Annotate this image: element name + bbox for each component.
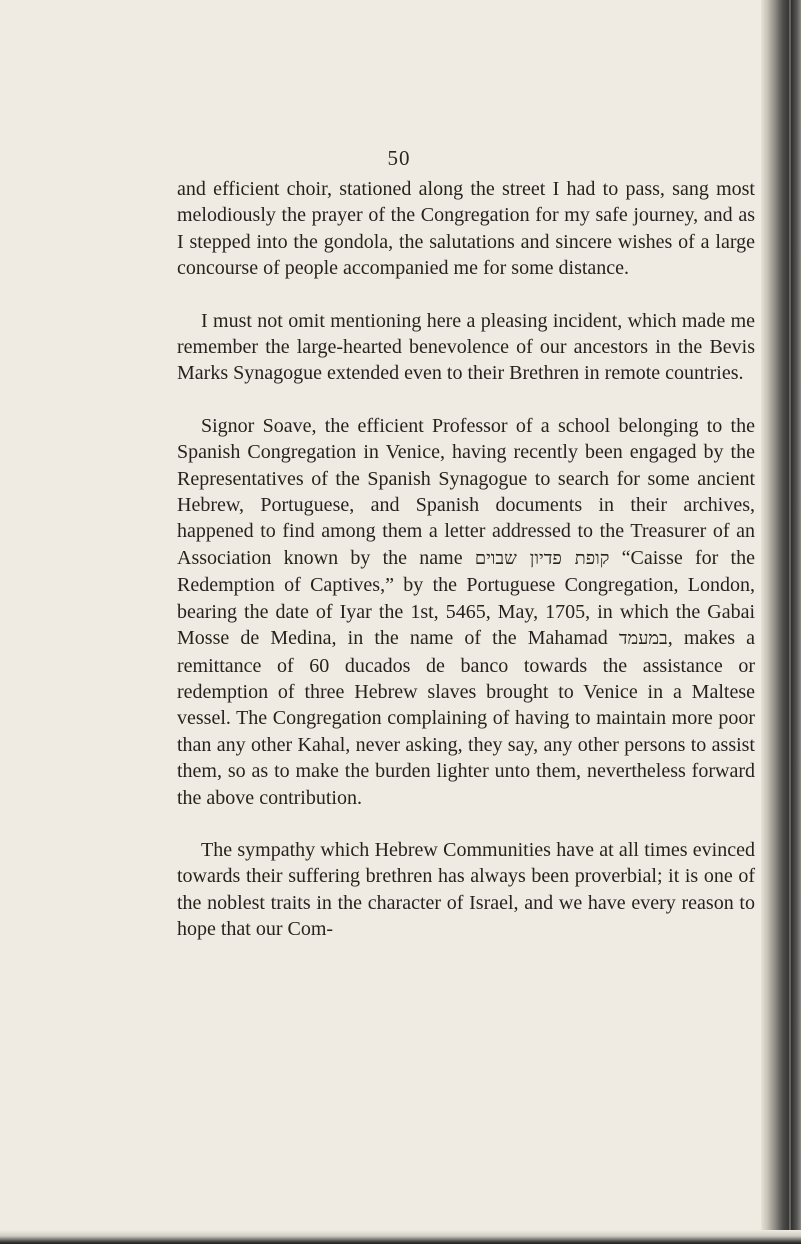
- body-text: [177, 176, 755, 969]
- soave-text-after: , makes a remittance of 60 ducados de banco towards the assistance or redemption of three Hebrew slaves brought to Venice in a Maltese vessel. The Congregation complaining of having to maintain more poor than any other Kahal, never asking, they say, any other persons to assist them, so as to make the burden lighter unto them, nevertheless forward the above contribution.: [177, 627, 755, 809]
- hebrew-mahamad: במעמד: [618, 628, 668, 650]
- page-number: 50: [387, 146, 411, 170]
- page-bottom-edge: [0, 1230, 801, 1244]
- paragraph-soave: [177, 413, 755, 811]
- book-spine-shadow: [761, 0, 801, 1244]
- spine-highlight: [789, 0, 791, 1244]
- hebrew-association-name: קופת פדיון שבוים: [474, 547, 610, 569]
- paragraph-choir: and efficient choir, stationed along the street I had to pass, sang most melodiously the prayer of the Congregation for my safe journey, and as I stepped into the gondola, the salutations and sincere wishes of a large concourse of people accompanied me for some distance.: [177, 178, 755, 280]
- paragraph-sympathy: The sympathy which Hebrew Communities have at all times evinced towards their suffering brethren has always been proverbial; it is one of the noblest traits in the character of Israel, and we have every reason to hope that our Com-: [177, 838, 755, 941]
- paragraph-incident: I must not omit mentioning here a pleasing incident, which made me remember the large-hearted benevolence of our ancestors in the Bevis Marks Synagogue extended even to their Brethren in remote countries.: [177, 309, 755, 385]
- soave-text-before: Signor Soave, the efficient Professor of a school belonging to the Spanish Congregation in Venice, having recently been engaged by the Representatives of the Spanish Synagogue to search for some ancient Hebrew, Portuguese, and Spanish documents in their archives, happened to find among them a letter addressed to the Treasurer of an Association known by the name: [177, 414, 755, 569]
- soave-text-middle: “Caisse for the Redemption of Captives,” by the Portuguese Congregation, London, bearing the date of Iyar the 1st, 5465, May, 1705, in which the Gabai Mosse de Medina, in the name of the Mahamad: [177, 546, 755, 650]
